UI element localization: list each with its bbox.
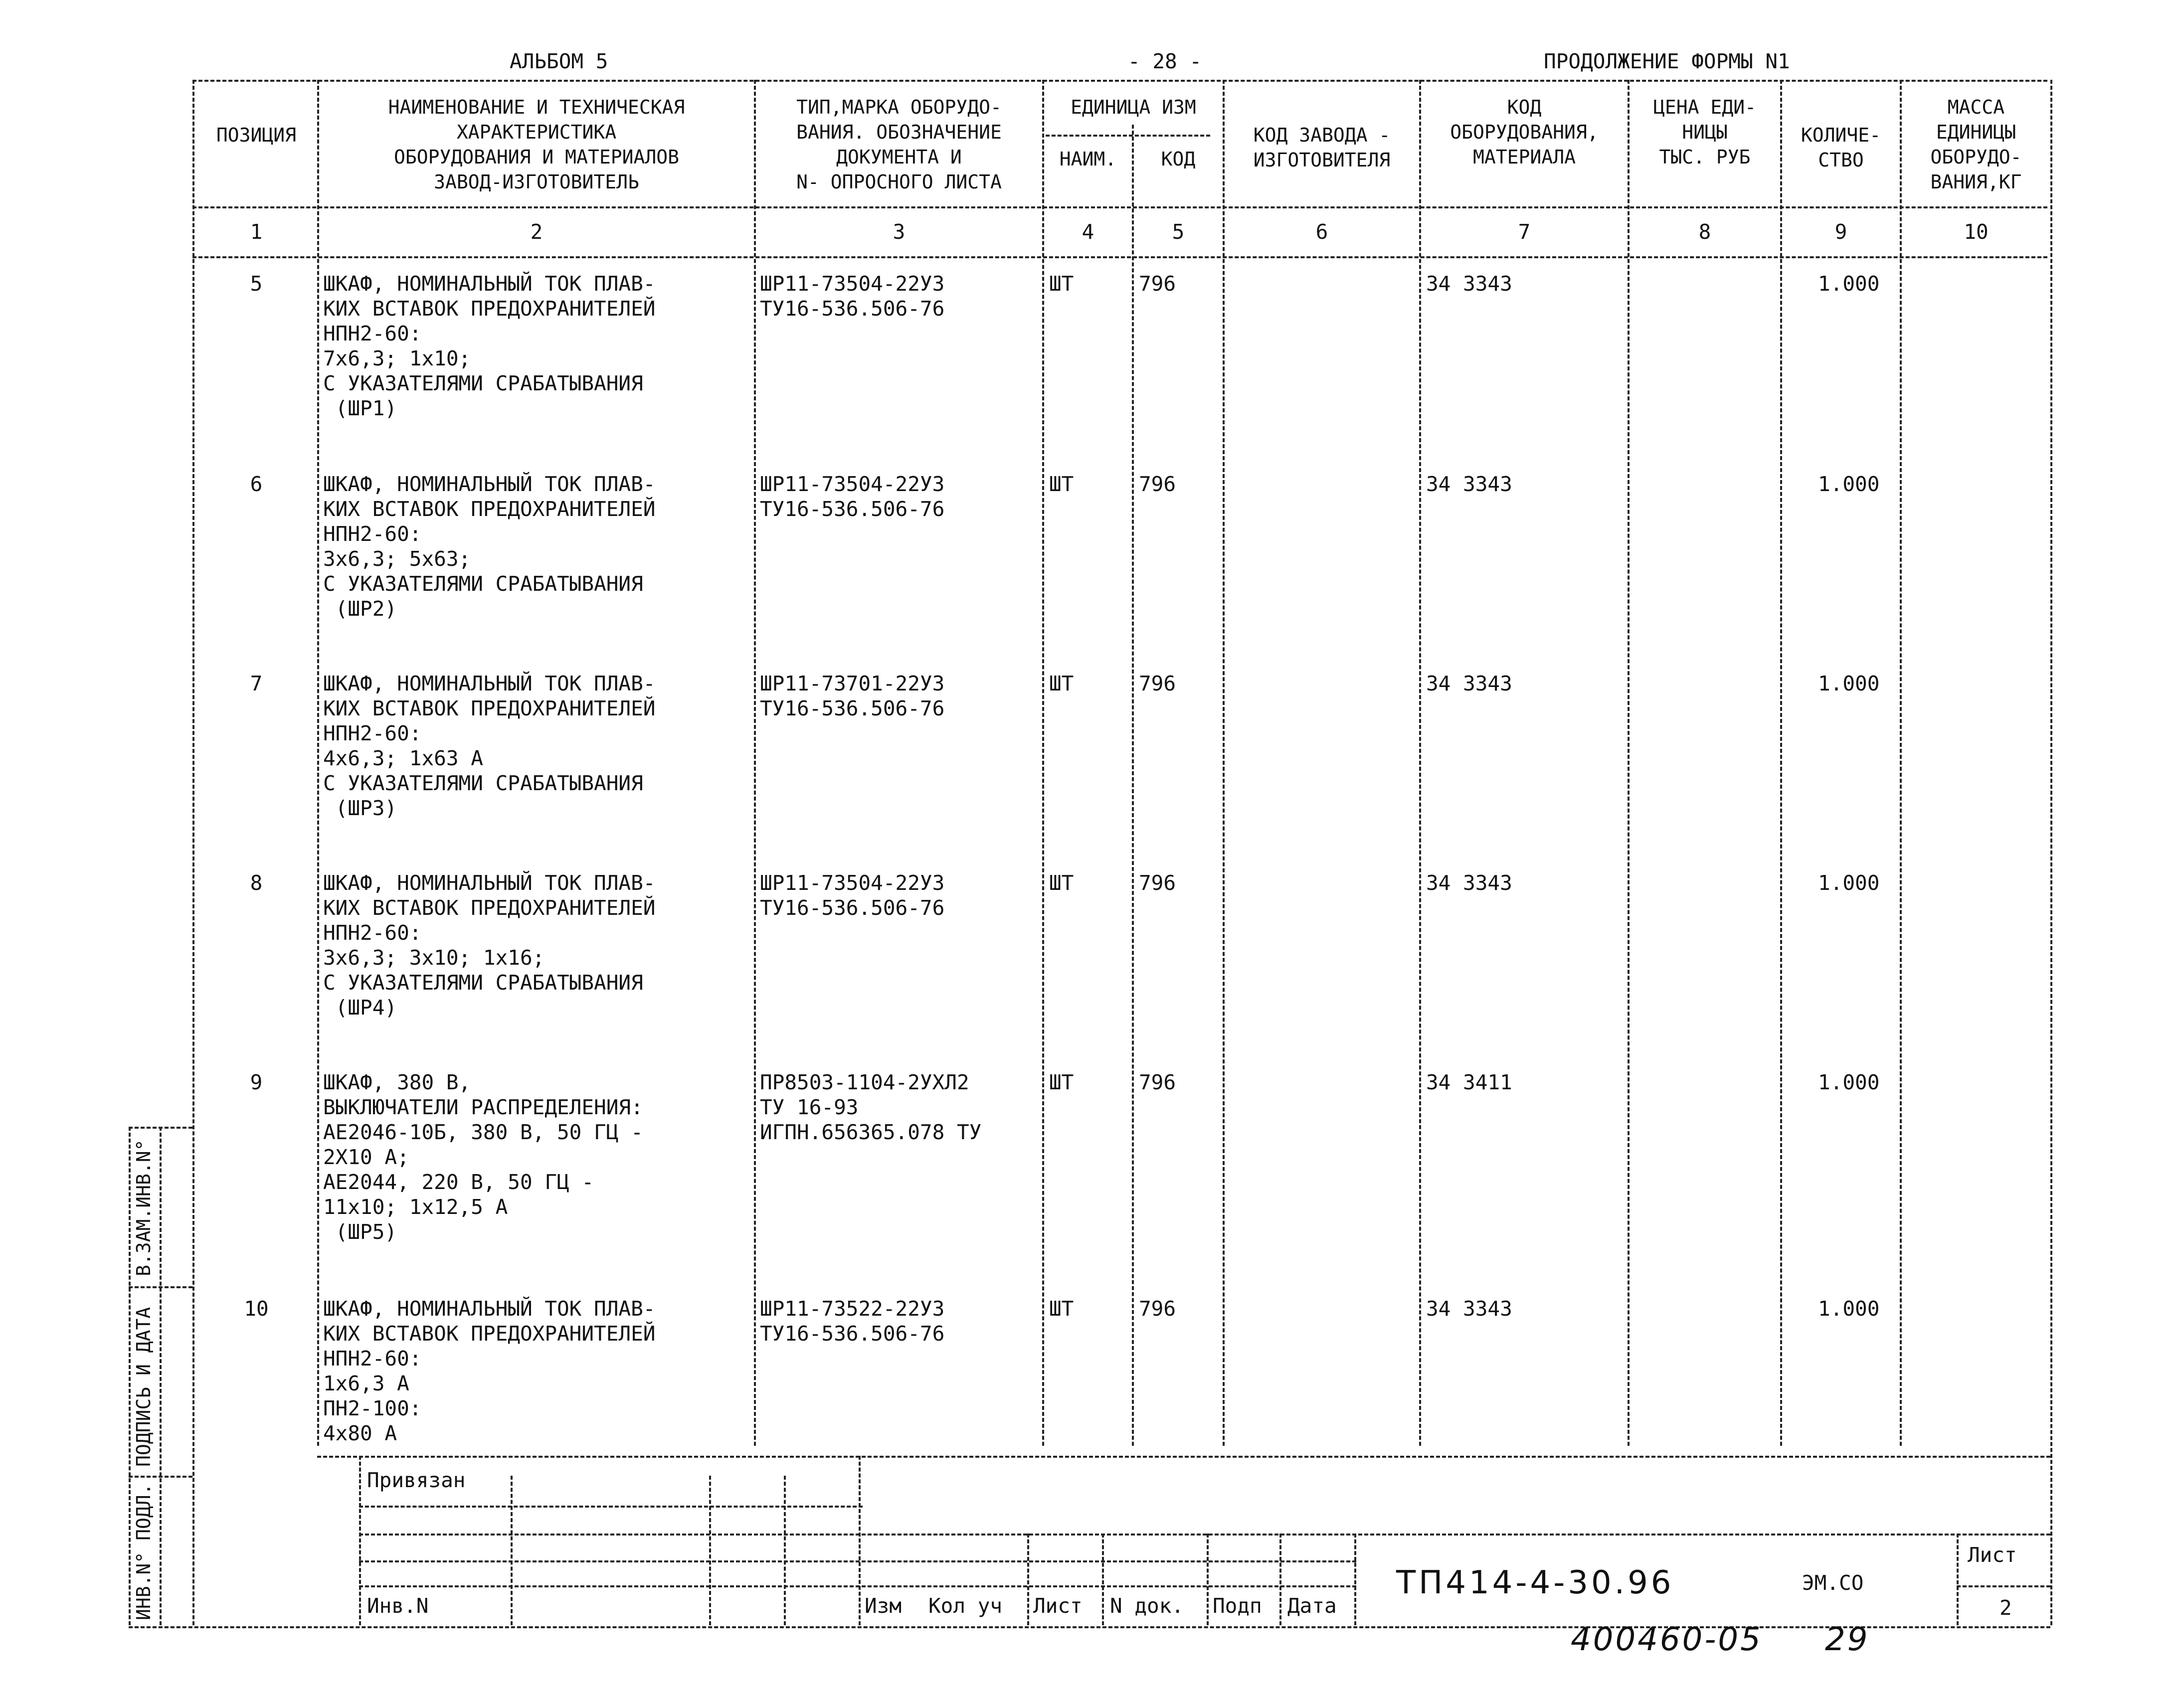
- stamp-inv-n: Инв.N: [367, 1594, 429, 1618]
- stamp-vline-k: [1957, 1534, 1959, 1625]
- row-quantity: 1.000: [1818, 871, 1880, 895]
- side-strip-outer-line: [129, 1127, 131, 1625]
- stamp-vline-c: [709, 1476, 711, 1625]
- col-line-1: [317, 80, 319, 1446]
- side-strip-sep-2: [129, 1476, 192, 1478]
- stamp-vline-b: [511, 1476, 513, 1625]
- header-type: ТИП,МАРКА ОБОРУДО- ВАНИЯ. ОБОЗНАЧЕНИЕ ДОКУМЕНТА И N- ОПРОСНОГО ЛИСТА: [796, 96, 1002, 193]
- row-name: ШКАФ, 380 В, ВЫКЛЮЧАТЕЛИ РАСПРЕДЕЛЕНИЯ: АЕ2046-10Б, 380 В, 50 ГЦ - 2Х10 А; АЕ2044, 220 В, 50 ГЦ - 11х10; 1х12,5 А (ШР5): [323, 1070, 643, 1244]
- header-unit-name: НАИМ.: [1059, 148, 1117, 170]
- row-unit: ШТ: [1049, 672, 1074, 695]
- col-number-9: 9: [1834, 220, 1847, 244]
- stamp-izm: Изм: [865, 1594, 902, 1618]
- row-quantity: 1.000: [1818, 672, 1880, 695]
- col-number-10: 10: [1964, 220, 1989, 244]
- row-type: ШР11-73522-22У3 ТУ16-536.506-76: [760, 1297, 945, 1346]
- header-bottom-line: [192, 206, 2047, 208]
- col-number-1: 1: [250, 220, 263, 244]
- sheet-number: 2: [1999, 1596, 2012, 1620]
- stamp-vline-a: [359, 1456, 361, 1625]
- row-unit: ШТ: [1049, 272, 1074, 296]
- col-line-7: [1628, 80, 1630, 1446]
- handwritten-archive-number: 400460-05: [1571, 1621, 1763, 1658]
- col-number-5: 5: [1172, 220, 1185, 244]
- row-unit: ШТ: [1049, 1070, 1074, 1094]
- row-position: 9: [250, 1070, 263, 1094]
- row-quantity: 1.000: [1818, 472, 1880, 496]
- continuation-label: ПРОДОЛЖЕНИЕ ФОРМЫ N1: [1544, 49, 1790, 73]
- row-type: ШР11-73504-22У3 ТУ16-536.506-76: [760, 472, 945, 521]
- row-type: ШР11-73701-22У3 ТУ16-536.506-76: [760, 672, 945, 720]
- row-quantity: 1.000: [1818, 1070, 1880, 1094]
- unit-header-line: [1046, 135, 1210, 137]
- stamp-n-dok: N док.: [1110, 1594, 1184, 1618]
- side-label-vzam-inv: В.ЗАМ.ИНВ.N°: [133, 1139, 155, 1276]
- stamp-vline-e: [859, 1456, 861, 1625]
- document-mark: ЭМ.СО: [1802, 1571, 1864, 1595]
- col-line-6: [1419, 80, 1421, 1446]
- row-quantity: 1.000: [1818, 1297, 1880, 1321]
- col-line-9: [1900, 80, 1902, 1446]
- side-label-podpis-data: ПОДПИСЬ И ДАТА: [133, 1307, 155, 1467]
- album-label: АЛЬБОМ 5: [510, 49, 608, 73]
- header-factory-code: КОД ЗАВОДА - ИЗГОТОВИТЕЛЯ: [1253, 124, 1391, 171]
- table-top-line: [192, 80, 2047, 82]
- row-quantity: 1.000: [1818, 272, 1880, 296]
- handwritten-page-number: 29: [1825, 1621, 1870, 1658]
- numbers-bottom-line: [192, 256, 2047, 258]
- side-strip-inner-line: [160, 1127, 162, 1625]
- row-unit-code: 796: [1139, 472, 1176, 496]
- col-line-3: [1042, 80, 1044, 1446]
- col-number-6: 6: [1315, 220, 1328, 244]
- row-unit: ШТ: [1049, 871, 1074, 895]
- header-quantity: КОЛИЧЕ- СТВО: [1801, 124, 1881, 171]
- stamp-vline-j: [1354, 1534, 1356, 1625]
- col-line-10: [2050, 80, 2052, 1625]
- row-material-code: 34 3343: [1426, 871, 1512, 895]
- row-type: ШР11-73504-22У3 ТУ16-536.506-76: [760, 871, 945, 920]
- stamp-line-2: [359, 1534, 2050, 1536]
- stamp-vline-i: [1279, 1534, 1281, 1625]
- row-unit-code: 796: [1139, 1070, 1176, 1094]
- row-unit-code: 796: [1139, 672, 1176, 695]
- stamp-list: Лист: [1033, 1594, 1083, 1618]
- row-type: ПР8503-1104-2УХЛ2 ТУ 16-93 ИГПН.656365.078 ТУ: [760, 1070, 982, 1144]
- row-unit-code: 796: [1139, 1297, 1176, 1321]
- page-number: - 28 -: [1128, 49, 1202, 73]
- stamp-vline-f: [1027, 1534, 1029, 1625]
- row-material-code: 34 3343: [1426, 1297, 1512, 1321]
- sheet-label: Лист: [1968, 1543, 2017, 1567]
- document-code: ТП414-4-30.96: [1396, 1564, 1674, 1601]
- stamp-kol-uch: Кол уч: [928, 1594, 1003, 1618]
- stamp-vline-h: [1207, 1534, 1209, 1625]
- header-unit: ЕДИНИЦА ИЗМ: [1071, 96, 1196, 118]
- row-material-code: 34 3343: [1426, 272, 1512, 296]
- header-material-code: КОД ОБОРУДОВАНИЯ, МАТЕРИАЛА: [1450, 96, 1599, 168]
- side-strip-sep-1: [129, 1286, 192, 1288]
- stamp-privyazan: Привязан: [367, 1468, 466, 1492]
- row-unit-code: 796: [1139, 871, 1176, 895]
- stamp-vline-g: [1102, 1534, 1104, 1625]
- row-position: 6: [250, 472, 263, 496]
- col-number-4: 4: [1082, 220, 1094, 244]
- stamp-line-1: [359, 1506, 863, 1508]
- row-material-code: 34 3343: [1426, 672, 1512, 695]
- row-material-code: 34 3343: [1426, 472, 1512, 496]
- row-name: ШКАФ, НОМИНАЛЬНЫЙ ТОК ПЛАВ- КИХ ВСТАВОК ПРЕДОХРАНИТЕЛЕЙ НПН2-60: 7х6,3; 1х10; С УКАЗАТЕЛЯМИ СРАБАТЫВАНИЯ (ШР1): [323, 272, 656, 420]
- side-strip-top-line: [129, 1127, 192, 1129]
- col-line-4: [1132, 125, 1134, 1446]
- stamp-line-sheet: [1957, 1585, 2050, 1587]
- row-name: ШКАФ, НОМИНАЛЬНЫЙ ТОК ПЛАВ- КИХ ВСТАВОК ПРЕДОХРАНИТЕЛЕЙ НПН2-60: 3х6,3; 5х63; С УКАЗАТЕЛЯМИ СРАБАТЫВАНИЯ (ШР2): [323, 472, 656, 621]
- col-line-5: [1223, 80, 1225, 1446]
- row-name: ШКАФ, НОМИНАЛЬНЫЙ ТОК ПЛАВ- КИХ ВСТАВОК ПРЕДОХРАНИТЕЛЕЙ НПН2-60: 3х6,3; 3х10; 1х16; С УКАЗАТЕЛЯМИ СРАБАТЫВАНИЯ (ШР4): [323, 871, 656, 1020]
- row-position: 5: [250, 272, 263, 296]
- col-number-8: 8: [1698, 220, 1711, 244]
- col-number-3: 3: [893, 220, 906, 244]
- header-mass: МАССА ЕДИНИЦЫ ОБОРУДО- ВАНИЯ,КГ: [1930, 96, 2022, 193]
- row-name: ШКАФ, НОМИНАЛЬНЫЙ ТОК ПЛАВ- КИХ ВСТАВОК ПРЕДОХРАНИТЕЛЕЙ НПН2-60: 4х6,3; 1х63 А С УКАЗАТЕЛЯМИ СРАБАТЫВАНИЯ (ШР3): [323, 672, 656, 820]
- header-name: НАИМЕНОВАНИЕ И ТЕХНИЧЕСКАЯ ХАРАКТЕРИСТИКА ОБОРУДОВАНИЯ И МАТЕРИАЛОВ ЗАВОД-ИЗГОТОВИТЕЛЬ: [388, 96, 685, 193]
- row-position: 10: [244, 1297, 269, 1321]
- row-unit-code: 796: [1139, 272, 1176, 296]
- stamp-vline-d: [784, 1476, 786, 1625]
- row-name: ШКАФ, НОМИНАЛЬНЫЙ ТОК ПЛАВ- КИХ ВСТАВОК ПРЕДОХРАНИТЕЛЕЙ НПН2-60: 1х6,3 А ПН2-100: 4х80 А: [323, 1297, 656, 1445]
- row-position: 8: [250, 871, 263, 895]
- col-line-8: [1780, 80, 1782, 1446]
- col-number-2: 2: [530, 220, 543, 244]
- col-line-2: [754, 80, 756, 1446]
- row-unit: ШТ: [1049, 472, 1074, 496]
- header-unit-code: КОД: [1161, 148, 1196, 170]
- col-line-0: [192, 80, 194, 1625]
- row-unit: ШТ: [1049, 1297, 1074, 1321]
- col-number-7: 7: [1518, 220, 1531, 244]
- header-position: ПОЗИЦИЯ: [216, 124, 297, 146]
- stamp-top-line: [317, 1456, 2050, 1458]
- stamp-data: Дата: [1287, 1594, 1337, 1618]
- row-type: ШР11-73504-22У3 ТУ16-536.506-76: [760, 272, 945, 321]
- row-position: 7: [250, 672, 263, 695]
- row-material-code: 34 3411: [1426, 1070, 1512, 1094]
- stamp-podp: Подп: [1213, 1594, 1262, 1618]
- header-price: ЦЕНА ЕДИ- НИЦЫ ТЫС. РУБ: [1653, 96, 1756, 168]
- side-label-inv-podl: ИНВ.N° ПОДЛ.: [133, 1483, 155, 1620]
